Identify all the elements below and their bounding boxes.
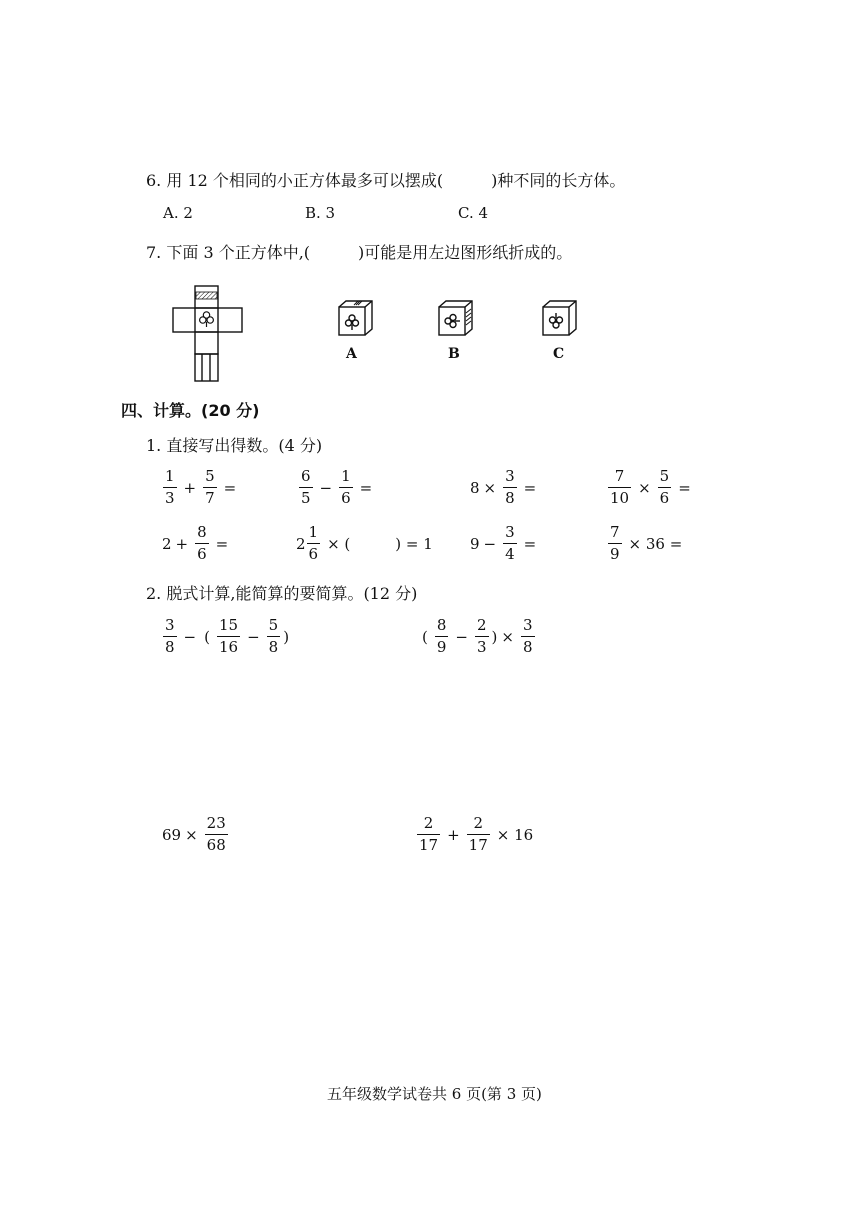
calc-1: $\frac{3}{8}$ − ( $\frac{15}{16}$ − $\frac{5}{8}$ ) [165, 616, 290, 656]
expr-2: $\frac{6}{5}$ − $\frac{1}{6}$ = [301, 467, 373, 507]
section-4-title: 四、计算。(20 分) [121, 401, 260, 420]
question-7-text: 7. 下面 3 个正方体中,( )可能是用左边图形纸折成的。 [146, 243, 573, 262]
q6-option-b: B. 3 [305, 204, 336, 222]
expr-6: 2 $\frac{1}{6}$ × ( ) = 1 [296, 523, 433, 563]
expr-7: 9 − $\frac{3}{4}$ = [470, 523, 537, 563]
cube-label-b: B [448, 346, 460, 362]
club-icon [200, 312, 214, 327]
q6-option-a: A. 2 [163, 204, 193, 222]
cube-label-a: A [346, 346, 357, 362]
page-footer: 五年级数学试卷共 6 页(第 3 页) [327, 1085, 542, 1103]
expr-4: $\frac{7}{10}$ × $\frac{5}{6}$ = [610, 467, 691, 507]
cube-b-icon [437, 299, 477, 339]
expr-5: 2 + $\frac{8}{6}$ = [162, 523, 229, 563]
q6-option-c: C. 4 [458, 204, 489, 222]
expr-1: $\frac{1}{3}$ + $\frac{5}{7}$ = [165, 467, 237, 507]
cube-c-icon [541, 299, 581, 339]
expr-8: $\frac{7}{9}$ × 36 = [610, 523, 683, 563]
expr-3: 8 × $\frac{3}{8}$ = [470, 467, 537, 507]
calc-2: ( $\frac{8}{9}$ − $\frac{2}{3}$ ) × $\frac{3}{8}$ [422, 616, 533, 656]
part-2-title: 2. 脱式计算,能简算的要简算。(12 分) [146, 584, 418, 603]
cube-a-icon [337, 299, 377, 339]
calc-4: $\frac{2}{17}$ + $\frac{2}{17}$ × 16 [419, 814, 534, 854]
cube-label-c: C [553, 346, 565, 362]
part-1-title: 1. 直接写出得数。(4 分) [146, 436, 323, 455]
cube-net-figure [170, 284, 250, 384]
question-6-text: 6. 用 12 个相同的小正方体最多可以摆成( )种不同的长方体。 [146, 171, 626, 190]
calc-3: 69 × $\frac{23}{68}$ [162, 814, 226, 854]
